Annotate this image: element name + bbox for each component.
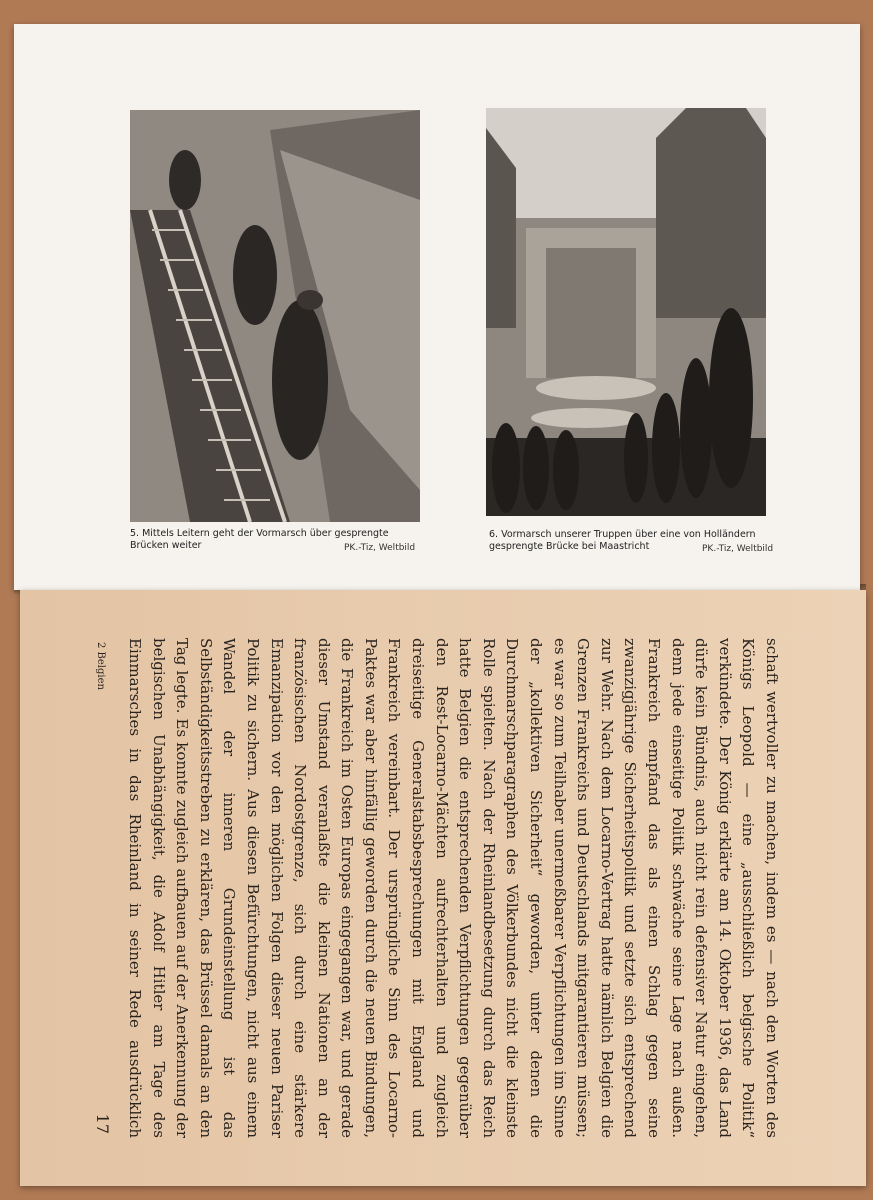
rotated-text-block [83,618,803,1158]
photo-caption: 5. Mittels Leitern geht der Vormarsch über gesprengte Brücken weiter [130,528,389,551]
body-paragraph: schaft wertvoller zu machen, indem es — nach den Worten des Königs Leopold — eine „ausschließlich belgische Politik“ verkündete. Der König erklärte am 14. Oktober 1936, das Land dürfe kein Bündnis, auch nicht rein defensiver Natur eingehen, denn jede einseitige Politik schwäche seine Lage nach außen. Frankreich empfand das als einen Schlag gegen seine zwanzigjährige Sicherheitspolitik und setzte sich entsprechend zur Wehr. Nach dem Locarno-Vertrag hatte nämlich Belgien die Grenzen Frankreichs und Deutschlands mitgarantieren müssen; es war so zum Teilhaber unermeßbarer Verpflichtungen im Sinne der „kollektiven Sicherheit“ geworden, unter denen die Durchmarschparagraphen des Völkerbundes nicht die kleinste Rolle spielten. Nach der Rheinlandbesetzung durch das Reich hatte Belgien die entsprechenden Verpflichtungen gegenüber den Rest-Locarno-Mächten aufrechterhalten und zugleich dreiseitige Generalstabsbesprechungen mit England und Frankreich vereinbart. Der ursprüngliche Sinn des Locarno-Paktes war aber hinfällig geworden durch die neuen Bindungen, die Frankreich im Osten Europas eingegangen war, und gerade dieser Umstand veranlaßte die kleinen Nationen an der französischen Nordostgrenze, sich durch eine stärkere Emanzipation vor den möglichen Folgen dieser neuen Pariser Politik zu sichern. Aus diesen Befürchtungen, nicht aus einem Wandel der inneren Grundeinstellung ist das Selbständigkeitsstreben zu erklären, das Brüssel damals an den Tag legte. Es konnte zugleich aufbauen auf der Anerkennung der belgischen Unabhängigkeit, die Adolf Hitler am Tage des Einmarsches in das Rheinland in seiner Rede ausdrücklich [125,638,781,1138]
text-page [20,590,866,1186]
photo-caption: 6. Vormarsch unserer Truppen über eine von Holländern gesprengte Brücke bei Maastricht [489,529,756,552]
page-number: 17 [93,1113,112,1134]
troops-bridge-photo [486,108,766,516]
signature-mark: 2 Belgien [95,642,106,690]
ladder-bridge-photo [130,110,420,522]
photo-page [14,24,860,590]
photo-credit: PK.-Tiz, Weltbild [344,543,416,553]
photo-credit: PK.-Tiz, Weltbild [702,544,774,554]
body-text [123,638,783,1138]
